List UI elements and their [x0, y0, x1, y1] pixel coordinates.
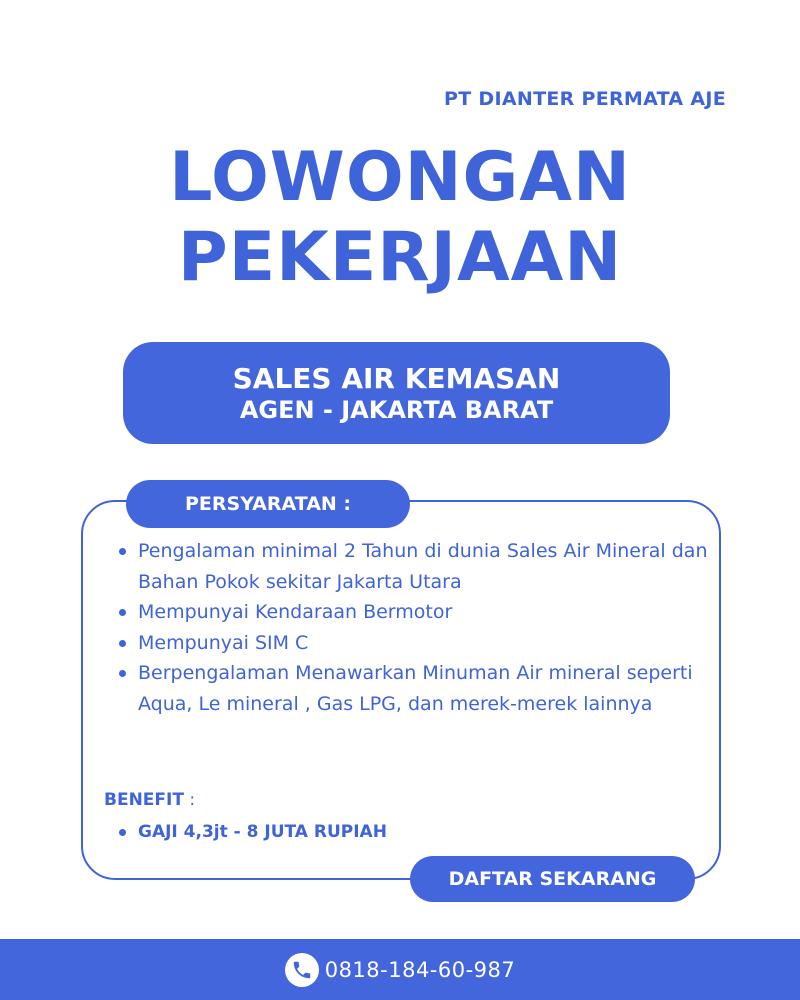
benefit-item: GAJI 4,3jt - 8 JUTA RUPIAH	[138, 819, 387, 845]
requirement-item: Berpengalaman Menawarkan Minuman Air mineral seperti Aqua, Le mineral , Gas LPG, dan merek-merek lainnya	[138, 658, 708, 719]
requirements-label: PERSYARATAN :	[126, 480, 410, 528]
apply-now-button[interactable]: DAFTAR SEKARANG	[410, 856, 695, 902]
requirement-item: Pengalaman minimal 2 Tahun di dunia Sales Air Mineral dan Bahan Pokok sekitar Jakarta Utara	[138, 536, 708, 597]
phone-icon	[285, 953, 319, 987]
benefit-list	[138, 819, 387, 845]
title-line-2: PEKERJAAN	[177, 218, 623, 297]
requirement-item: Mempunyai Kendaraan Bermotor	[138, 597, 708, 628]
job-title: SALES AIR KEMASAN	[232, 362, 561, 395]
benefit-label-text: BENEFIT	[104, 790, 184, 810]
benefit-label-separator: :	[183, 790, 196, 810]
title-line-1: LOWONGAN	[169, 138, 631, 217]
company-name: PT DIANTER PERMATA AJE	[444, 88, 726, 110]
job-subtitle: AGEN - JAKARTA BARAT	[239, 396, 554, 424]
contact-footer	[0, 939, 800, 1000]
job-position-banner	[123, 342, 670, 444]
page-title	[0, 138, 800, 298]
requirement-item: Mempunyai SIM C	[138, 628, 708, 659]
requirements-list	[138, 536, 708, 719]
phone-number[interactable]: 0818-184-60-987	[324, 957, 516, 982]
benefit-label	[104, 790, 195, 810]
